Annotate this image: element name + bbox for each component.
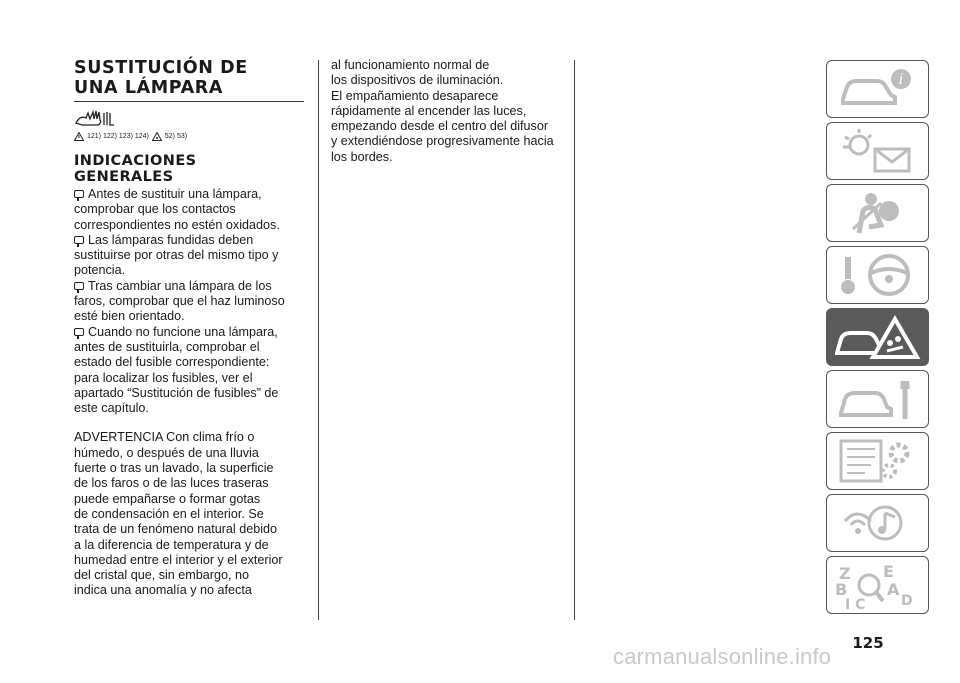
svg-text:Z: Z	[839, 564, 851, 583]
instruction-lines	[74, 187, 306, 416]
text-line: correspondientes no estén oxidados.	[74, 217, 280, 232]
caution-refs[interactable]: 52) 53)	[164, 132, 188, 140]
car-bullet-icon	[74, 282, 84, 290]
car-bullet-icon	[74, 328, 84, 336]
page-number: 125	[852, 634, 884, 652]
text-line: los bordes.	[331, 149, 393, 164]
svg-text:i: i	[898, 72, 904, 88]
text-line: Cuando no funcione una lámpara,	[74, 325, 306, 340]
warning-line: de los faros o de las luces traseras	[74, 476, 269, 491]
title-underline	[74, 101, 304, 102]
text-line: sustituirse por otras del mismo tipo y	[74, 248, 279, 263]
text-line: potencia.	[74, 263, 126, 278]
caution-triangle-icon	[152, 132, 162, 141]
warning-line: puede empañarse o formar gotas	[74, 491, 261, 506]
text-line: esté bien orientado.	[74, 309, 185, 324]
text-line: Tras cambiar una lámpara de los	[74, 279, 306, 294]
warning-line: fuerte o tras un lavado, la superficie	[74, 461, 274, 476]
text-line: este capítulo.	[74, 401, 149, 416]
warning-refs[interactable]: 121) 122) 123) 124)	[87, 132, 149, 140]
column-divider	[318, 60, 319, 620]
tab-lights-messages[interactable]	[826, 122, 929, 180]
text-line: estado del fusible correspondiente:	[74, 355, 270, 370]
text-line: para localizar los fusibles, ver el	[74, 370, 253, 385]
warning-line: humedad entre el interior y el exterior	[74, 552, 283, 567]
text-line: El empañamiento desaparece	[331, 88, 499, 103]
text-line: al funcionamiento normal de	[331, 58, 490, 72]
tab-safety[interactable]	[826, 184, 929, 242]
continued-paragraph	[331, 58, 567, 165]
tab-multimedia[interactable]	[826, 494, 929, 552]
warning-triangle-icon	[74, 132, 84, 141]
subsection-title: INDICACIONES GENERALES	[74, 153, 197, 185]
text-line: empezando desde el centro del difusor	[331, 119, 549, 134]
tab-driving[interactable]	[826, 246, 929, 304]
tab-emergency[interactable]	[826, 308, 929, 366]
warning-line: ADVERTENCIA Con clima frío o	[74, 430, 255, 445]
warning-line: indica una anomalía y no afecta	[74, 583, 252, 598]
handbook-reference-icon	[74, 109, 306, 127]
cross-references	[74, 131, 306, 141]
left-column	[74, 58, 306, 599]
tab-technical-data[interactable]	[826, 432, 929, 490]
tab-maintenance[interactable]	[826, 370, 929, 428]
column-divider	[574, 60, 575, 620]
svg-text:A: A	[887, 580, 900, 599]
text-line: Antes de sustituir una lámpara,	[74, 187, 306, 202]
middle-column	[331, 58, 567, 165]
car-bullet-icon	[74, 190, 84, 198]
car-bullet-icon	[74, 236, 84, 244]
tab-car-info[interactable]	[826, 60, 929, 118]
warning-line: de condensación en el interior. Se	[74, 506, 264, 521]
general-instructions	[74, 187, 306, 599]
warning-paragraph	[74, 430, 306, 598]
watermark: carmanualsonline.info	[613, 644, 832, 669]
text-line: comprobar que los contactos	[74, 202, 236, 217]
tab-index[interactable]	[826, 556, 929, 614]
section-title: SUSTITUCIÓN DE UNA LÁMPARA	[74, 58, 248, 98]
warning-line: del cristal que, sin embargo, no	[74, 568, 250, 583]
svg-text:E: E	[883, 562, 894, 581]
text-line: y extendiéndose progresivamente hacia	[331, 134, 554, 149]
text-line: rápidamente al encender las luces,	[331, 103, 527, 118]
warning-line: a la diferencia de temperatura y de	[74, 537, 269, 552]
text-line: Las lámparas fundidas deben	[74, 233, 306, 248]
svg-text:I C: I C	[845, 597, 866, 609]
text-line: antes de sustituirla, comprobar el	[74, 339, 260, 354]
warning-line: trata de un fenómeno natural debido	[74, 522, 278, 537]
svg-text:B: B	[835, 580, 848, 599]
text-line: apartado “Sustitución de fusibles” de	[74, 385, 279, 400]
svg-text:D: D	[901, 593, 913, 609]
text-line: los dispositivos de iluminación.	[331, 73, 504, 88]
text-line: faros, comprobar que el haz luminoso	[74, 294, 285, 309]
warning-line: húmedo, o después de una lluvia	[74, 445, 259, 460]
